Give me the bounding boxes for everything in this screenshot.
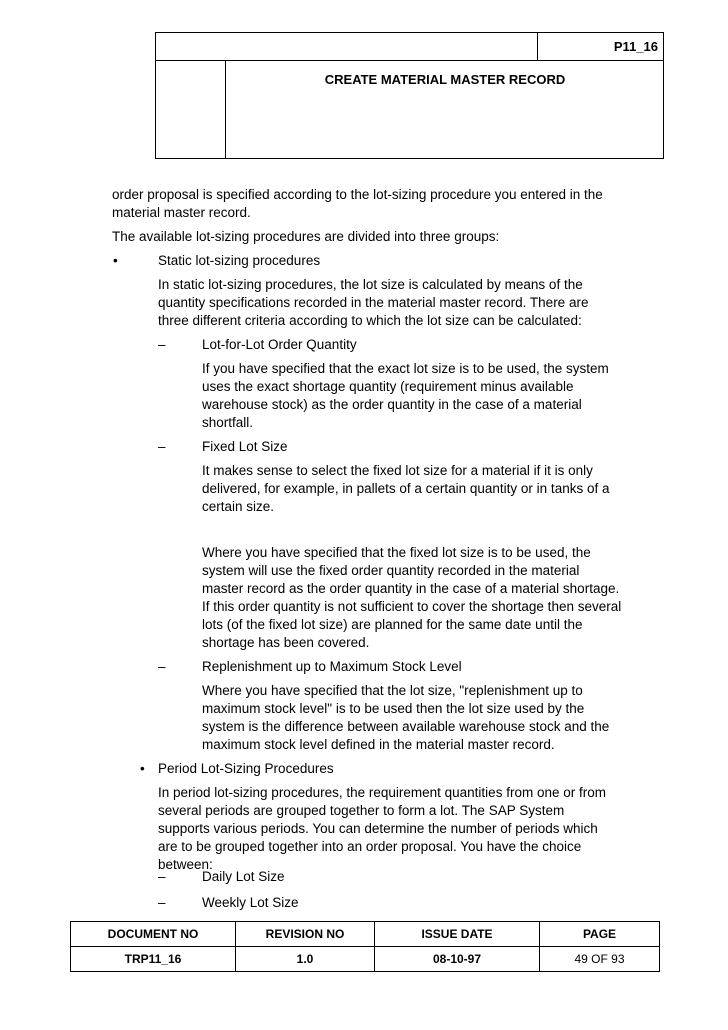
footer-header-issue-date: ISSUE DATE — [375, 922, 540, 947]
lot-for-lot-heading: Lot-for-Lot Order Quantity — [202, 337, 357, 352]
document-code: P11_16 — [613, 39, 658, 54]
dash-icon: – — [158, 659, 166, 674]
dash-icon: – — [158, 439, 166, 454]
footer-revision-no: 1.0 — [236, 947, 375, 972]
footer-header-document-no: DOCUMENT NO — [71, 922, 236, 947]
footer-header-page: PAGE — [540, 922, 660, 947]
dash-icon: – — [158, 869, 166, 884]
footer-value-row — [71, 947, 660, 972]
replenishment-heading: Replenishment up to Maximum Stock Level — [202, 659, 462, 674]
fixed-lot-heading: Fixed Lot Size — [202, 439, 288, 454]
dash-icon: – — [158, 337, 166, 352]
weekly-lot-size: Weekly Lot Size — [202, 895, 299, 910]
period-heading: Period Lot-Sizing Procedures — [158, 761, 334, 776]
intro-line-2: material master record. — [112, 205, 251, 220]
footer-header-row — [71, 922, 660, 947]
footer-table — [70, 921, 660, 972]
dash-icon: – — [158, 895, 166, 910]
static-heading: Static lot-sizing procedures — [158, 253, 321, 268]
intro-line-1: order proposal is specified according to the lot-sizing procedure you entered in the — [112, 187, 603, 202]
page-title: CREATE MATERIAL MASTER RECORD — [324, 72, 566, 87]
footer-header-revision-no: REVISION NO — [236, 922, 375, 947]
footer-page: 49 OF 93 — [540, 947, 660, 972]
footer-issue-date: 08-10-97 — [375, 947, 540, 972]
footer-document-no: TRP11_16 — [71, 947, 236, 972]
bullet-icon: • — [113, 253, 118, 268]
daily-lot-size: Daily Lot Size — [202, 869, 285, 884]
bullet-icon: • — [140, 761, 145, 776]
header-box — [155, 32, 664, 159]
groups-intro: The available lot-sizing procedures are divided into three groups: — [112, 229, 500, 244]
